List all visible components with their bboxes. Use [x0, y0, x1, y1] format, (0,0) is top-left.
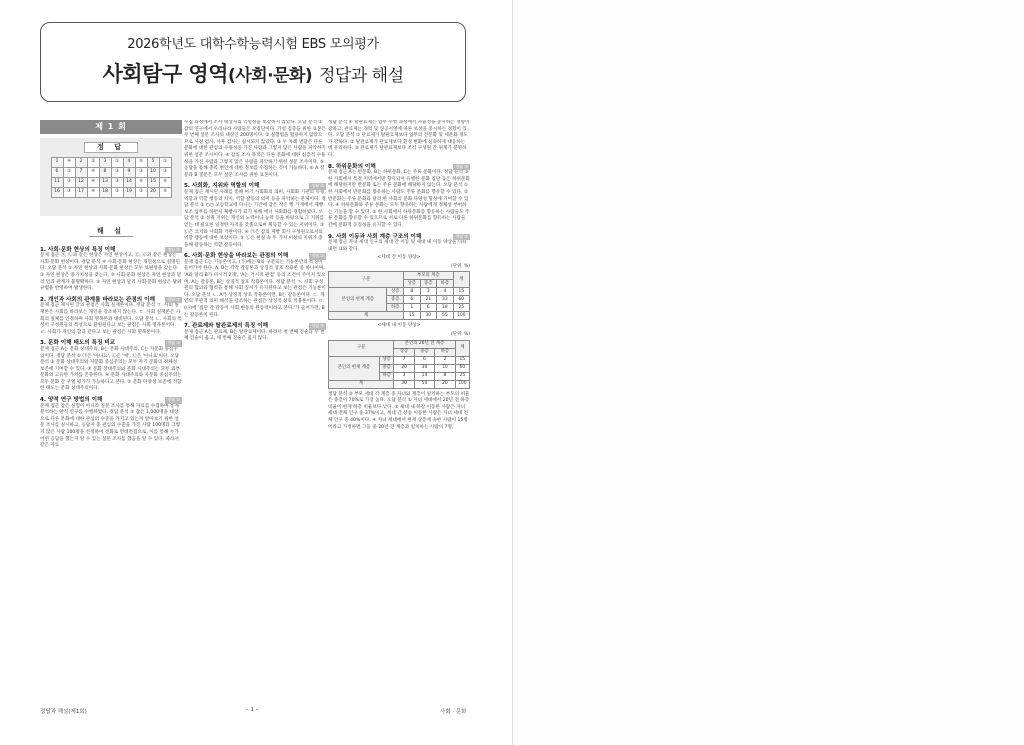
- table2-cell: 2: [435, 356, 456, 364]
- table1-row: [329, 288, 470, 296]
- q8-tag: 정답 ③: [455, 163, 468, 169]
- answer-choice: ②: [63, 177, 75, 187]
- answer-number: 15: [147, 177, 159, 187]
- exam-title: 2026학년도 대학수학능력시험 EBS 모의평가: [127, 37, 379, 52]
- answer-row: [51, 157, 171, 167]
- answer-choice: ③: [159, 167, 171, 177]
- table1-cell: 33: [437, 296, 454, 304]
- table2-row-label: 중층: [379, 364, 393, 372]
- table2-cell: 10: [435, 364, 456, 372]
- answer-number: 18: [99, 187, 111, 197]
- q9-text: 문제 접근 자녀 세대 인구의 세대 간 이동 및 세대 내 이동 양상을 나타내면 표와 같다.: [328, 240, 467, 252]
- answer-choice: ④: [87, 167, 99, 177]
- answer-choice: ⑤: [135, 157, 147, 167]
- q6-title: 6. 사회·문화 현상을 바라보는 관점의 이해 정답 ①: [184, 253, 324, 260]
- table1-col-header: 상층: [403, 280, 420, 288]
- table2-cell: 6: [414, 356, 434, 364]
- answer-row: [51, 167, 171, 177]
- table2-cell: 8: [435, 372, 456, 380]
- table2-col-header: 상층: [394, 348, 414, 356]
- explanation-title: 해 설: [89, 228, 133, 237]
- subject-main: 사회탐구 영역: [102, 62, 228, 86]
- answer-row: [51, 177, 171, 187]
- table1-col-header: 중층: [420, 280, 437, 288]
- q1-text: 문제 접근 ㉠, ㉡과 같은 현상은 자연 현상이고, ㉢, ㉣과 같은 현상은 사회·문화 현상이다. 정답 분석 ④ 사회·문화 현상은 개연성으로 설명된다. 오답 분석 ① 자연 현상과 사회·문화 현상은 모두 보편성을 갖는다. ② 자연 현상은 몰가치성을 갖는다. ③ 사회·문화 현상은 자연 현상과 달리 인과 관계가 불명확하다. ⑤ 자연 현상과 달리 사회·문화 현상은 당위 규범을 반영하여 발생한다.: [40, 253, 182, 292]
- q9-title: 9. 사회 이동과 사회 계층 구조의 이해 정답 ③: [328, 233, 468, 240]
- q8-text: 문제 접근 A는 반문화, B는 하위문화, C는 주류 문화이다. 정답 분석 ③ 한 사회에서 특정 지역에서만 향유되어 유행한 문화 집단 등은 하위문화에 해당하지만 반문화 또는 주류 문화에 해당하지 않는다. 오답 분석 ① 한 사회에서 반문화를 향유하는 사람도 주류 문화를 향유할 수 있다. ② 반문화는 주류 문화와 달리 한 사회의 문화 다양성 형성에 기여할 수 있다. ④ 하위문화와 주류 문화는 모두 향유하는 사람에게 정체성 부여하는 기능을 할 수 있다. ⑤ 한 사회에서 하위문화를 향유하는 사람들도 주류 문화를 향유할 수 있으므로 서로 다른 하위문화를 향유하는 사람들 간에 문화적 동질성을 유지할 수 있다.: [328, 170, 470, 228]
- answer-choice: ⑤: [135, 177, 147, 187]
- q1-tag: 정답 ④: [167, 246, 180, 252]
- answer-choice: ③: [135, 167, 147, 177]
- column-1: [40, 120, 182, 700]
- table1-total-header: 계: [453, 272, 469, 288]
- table1-top-header: 부모의 계층: [403, 272, 453, 280]
- q2-tag: 정답 ②: [167, 296, 180, 302]
- answer-number: 12: [75, 177, 87, 187]
- right-blank-page: [512, 0, 1024, 745]
- table2-corner: 구분: [329, 340, 394, 356]
- q4-title: 4. 양적 연구 방법의 이해 정답 ⑤: [40, 397, 180, 404]
- round-label: 제 1 회: [40, 120, 182, 134]
- answer-number: 11: [51, 177, 63, 187]
- q7-continued-text: 정답 분석 ④ 탈관료제는 업무 수행 과정에서 자율성을 중시하는 경향이 강하고, 관료제는 경력 및 연공서열에 따른 보상을 중시하는 경향이 있다. 오답 분석 ① 관료제가 탈관료제보다 업무의 전문화 및 세분화 정도가 강하다. ② 탈관료제가 관료제보다 환경 변화에 신속하게 대응하는 데 유리하다. ③ 관료제가 탈관료제보다 조직 구성원 간 위계가 분명하다.: [328, 120, 470, 158]
- table2-cell: 7: [394, 356, 414, 364]
- answer-choice: ⑤: [159, 187, 171, 197]
- q3-tag: 정답 ①: [167, 340, 180, 346]
- table2-unit: (단위: %): [451, 332, 470, 338]
- answer-grid: [51, 157, 172, 198]
- answer-choice: ①: [159, 157, 171, 167]
- table2-cell: 3: [394, 372, 414, 380]
- table2-cell: 100: [455, 380, 469, 388]
- answer-number: 16: [51, 187, 63, 197]
- answer-choice: ③: [63, 187, 75, 197]
- answer-number: 7: [75, 167, 87, 177]
- answer-choice: ④: [87, 177, 99, 187]
- table1-corner: 구분: [329, 272, 404, 288]
- answer-choice: ③: [111, 177, 123, 187]
- table2-col-header: 중층: [414, 348, 434, 356]
- table1-cell: 4: [437, 288, 454, 296]
- table1-cell: 15: [453, 288, 469, 296]
- table2-row: [329, 356, 470, 364]
- answer-number: 2: [75, 157, 87, 167]
- subject-sub: 정답과 해설: [319, 66, 404, 86]
- footer-left: 정답과 해설(제1회): [40, 709, 87, 715]
- answer-number: 20: [147, 187, 159, 197]
- q5-tag: 정답 ①: [311, 183, 324, 189]
- table-intergenerational-mobility: [328, 271, 470, 320]
- answer-choice: ②: [87, 157, 99, 167]
- table1-cell: 30: [420, 312, 437, 320]
- answer-number: 8: [99, 167, 111, 177]
- q8-title: 8. 하위문화의 이해 정답 ③: [328, 163, 468, 170]
- q2-text: 문제 접근 제시된 글의 관점은 사회 실재론이다. 정답 분석 ㄱ. 사회 실재론은 사회를 바라보는 개인을 강조하지 않는다. ㄷ. 사회 실재론은 사회의 실체를 인정하며 사회 명목론과 대비된다. 오답 분석 ㄴ. 사회의 특성이 구성원들의 특성으로 환원된다고 보는 관점은 사회 명목론이다. ㄹ. 사회가 개인의 합과 같다고 보는 관점은 사회 명목론이다.: [40, 303, 182, 335]
- answer-number: 10: [147, 167, 159, 177]
- table1-cell: 3: [420, 288, 437, 296]
- q9-answer-text: 정답 분석 ③ 부모 세대 각 계층 중 자녀와 계층이 일치하는 부모의 비율은 중층이 70%로 가장 높다. 오답 분석 ① 자녀 세대에서 20년 전 하층 비율이 현재 하층 비율보다 낮다. ② 세대 내 하강 이동한 사람은 자녀 세대 전체 인구 중 37%이고, 세대 간 상승 이동한 사람은 자녀 세대 전체 인구 중 40%이다. ④ 자녀 세대에서 현재 상층에 속한 사람이 15명이라고 가정하면 그들 중 20년 전 계층과 일치하는 사람이 7명,: [328, 391, 470, 430]
- table2-row-label: 상층: [379, 356, 393, 364]
- table2-cell: 20: [394, 364, 414, 372]
- table2-cell: 20: [435, 380, 456, 388]
- table1-row-label: 하층: [387, 304, 404, 312]
- table1-row-label: 계: [329, 312, 404, 320]
- answer-box: [40, 138, 182, 216]
- table2-cell: 50: [414, 380, 434, 388]
- answer-choice: ⑤: [159, 177, 171, 187]
- answer-number: 3: [99, 157, 111, 167]
- table2-col-header: 하층: [435, 348, 456, 356]
- answer-number: 6: [51, 167, 63, 177]
- answer-choice: ③: [111, 167, 123, 177]
- footer-page-number: – 1 –: [246, 707, 259, 713]
- table1-cell: 15: [403, 312, 420, 320]
- q3-title: 3. 문화 이해 태도의 특징 비교 정답 ①: [40, 340, 180, 347]
- q5-text: 문제 접근 제시된 사례를 통해 여기 사회화의 의미, 사회화 기관의 유형, 역할과 역할 행동의 차이, 역할 갈등의 의미 등을 파악하는 문제이다. 정답 분석 ① ○○ 고등학교에 다니는 기간에 갑은 작은 빵 가게에서 제빵 보조 업무를 하면서 제빵사가 되기 위해 에너 사회화를 경험하였다. 오답 분석 ② 성취 지위는 개인의 노력이나 능력 등을 바탕으로 그 지위를 얻는 데 필요한 일정한 자격을 갖춤으로써 획득할 수 있는 지위이다. ③ ㉢은 코치와 사회화 기관이다. ④ ㉠은 갑의 제빵 회사 구성원으로서의 역할 행동에 대한 보상이다. ⑤ ㉡은 현실 속 두 가지 이상의 지위가 충돌해 갈등하는 역할 갈등이다.: [184, 189, 326, 248]
- table1-unit: (단위: %): [451, 263, 470, 269]
- answer-title: 정 답: [84, 142, 138, 153]
- answer-choice: ④: [87, 187, 99, 197]
- answer-choice: ②: [111, 187, 123, 197]
- answer-choice: ①: [111, 157, 123, 167]
- q5-title: 5. 사회화, 지위와 역할의 이해 정답 ①: [184, 183, 324, 190]
- table2-cell: 30: [394, 380, 414, 388]
- table2-cell: 60: [455, 364, 469, 372]
- table2-cell: 30: [414, 364, 434, 372]
- table1-caption: <세대 간 이동 양상>: [377, 255, 421, 261]
- table1-row-group-header: 본인의 현재 계층: [329, 288, 387, 312]
- answer-row: [51, 187, 171, 197]
- table1-row-label: 중층: [387, 296, 404, 304]
- subject-title: [41, 58, 465, 88]
- q6-tag: 정답 ①: [311, 253, 324, 259]
- answer-number: 17: [75, 187, 87, 197]
- column-2: [184, 120, 326, 700]
- answer-choice: ④: [63, 157, 75, 167]
- table1-cell: 6: [403, 296, 420, 304]
- answer-choice: ②: [135, 187, 147, 197]
- q2-title: 2. 개인과 사회의 관계를 바라보는 관점의 이해 정답 ②: [40, 296, 180, 303]
- answer-number: 14: [123, 177, 135, 187]
- q4-text: 문제 접근 갑은 실험이 아니라 질문 조사를 통해 자료를 수집하여 통계 분석하는 양적 연구를 수행하였다. 정답 분석 ⑤ 갑은 1,000명을 대상으로 다른 문화에 대한 관심의 수준을 가지고 있는지 알아보기 위한 설문 조사를 실시하고, 응답자 중 관심의 수준을 가진 사람 100명과 그렇지 않은 사람 100명을 선정하여 전화로 면대면접으로, 이를 통해 누가 어떤 응답을 했는지 알 수 있는 설문 조사를 했음을 알 수 있다. 따라서 같은 자료: [40, 403, 181, 449]
- q1-title: 1. 사회·문화 현상의 특징 이해 정답 ④: [40, 246, 180, 253]
- q7-title: 7. 관료제와 탈관료제의 특징 이해 정답 ④: [184, 323, 324, 330]
- answer-number: 4: [123, 157, 135, 167]
- table2-cell: 25: [455, 372, 469, 380]
- table1-cell: 1: [403, 304, 420, 312]
- table-intragenerational-mobility: [328, 340, 470, 389]
- table2-row-group-header: 본인의 현재 계층: [329, 356, 380, 380]
- table2-top-header: 본인의 20년 전 계층: [394, 340, 455, 348]
- answer-number: 19: [123, 187, 135, 197]
- table1-cell: 8: [403, 288, 420, 296]
- table1-cell: 21: [420, 296, 437, 304]
- q3-text: 문제 접근 A는 문화 상대주의, B는 문화 사대주의, C는 자문화 중심주의이다. 정답 분석 ① ㉠은 '아니요', ㉡은 '예', ㉢은 '아니요'이다. 오답 분석 ② 문화 상대주의와 자문화 중심주의는 모두 자기 문화의 정체성 보존에 기여할 수 있다. ③ 문화 상대주의와 문화 사대주의는 모두 외부 문화의 고유한 가치를 존중한다. ④ 문화 사대주의와 자문화 중심주의는 모두 문화 간 우열 평가가 가능하다고 본다. ⑤ 문화 다양성 보존에 적합한 태도는 문화 상대주의이다.: [40, 346, 182, 392]
- q4-tag: 정답 ⑤: [167, 397, 180, 403]
- q6-text: 문제 접근 C는 기능론이고, (가)에는 B와 구분되는 기능론만의 특징이 들어가야 한다. A, B는 각각 갈등론과 상징적 상호 작용론 중 하나이며, 'A와 달리 B가 미시적 2개', 'A는 거시적 관점' 등의 조건이 주어져 있으며, A는 갈등론, B는 상징적 상호 작용론이다. 정답 분석 ㄱ. 사회 구성원의 합의와 협력을 통해 사회 질서가 유지된다고 보는 관점은 기능론이다. 오답 분석 ㄴ. A가 상징적 상호 작용론이면, B는 갈등론이다. ㄷ. 개인의 주관적 의미 해석을 강조하는 관점은 상징적 상호 작용론이다. ㄹ. (나)에 '집단 간 갈등이 사회 변동의 원동력이라고 본다.'가 들어가면, B는 갈등론이 된다.: [184, 259, 326, 318]
- answer-choice: ①: [63, 167, 75, 177]
- table2-cell: 14: [414, 372, 434, 380]
- q9-tag: 정답 ③: [455, 233, 468, 239]
- answer-number: 1: [51, 157, 63, 167]
- table2-caption: <세대 내 이동 양상>: [377, 323, 421, 329]
- table1-cell: 18: [437, 304, 454, 312]
- title-box: [40, 22, 466, 102]
- answer-number: 13: [99, 177, 111, 187]
- q7-tag: 정답 ④: [311, 323, 324, 329]
- q7-text: 문제 접근 A는 관료제, B는 탈관료제이다. 따라서 첫 번째 진술과 두 번째 진술이 옳고, 세 번째 진술은 옳지 않다.: [184, 329, 325, 342]
- table2-total-header: 계: [455, 340, 469, 356]
- table2-cell: 15: [455, 356, 469, 364]
- table1-row: [329, 312, 470, 320]
- table2-row: [329, 380, 470, 388]
- answer-number: 5: [147, 157, 159, 167]
- q4-continued-text: 수집 과정에서 조사 대상자의 익명성을 보장하지 않았다. 오답 분석 ① 갑의 연구에서 우리나라 사람들은 모집단이다. 가설 검증을 위한 표본은 두 번째 설문 조사의 대상인 200명이다. ② 실험법을 활용하지 않았으므로 사전 검사, 사후 검사는 실시되지 않았다. ③ 두 차례 면담은 다른 문화에 대한 관심의 수용성을 가진 사람과 그렇지 않은 사람을 파악하기 위한 설문 조사이다. ④ 갑의 조사 목적은 다른 문화에 대한 심층적 수용성을 가진 사람과 그렇지 않은 사람을 파악하기 위한 설문 조사이다. ⑤ 응답을 통해 충족 변인에 대한 정보를 수집하는 것이 가능하다. ⑥ A 질문과 B 질문은 모두 설문 조사를 위한 표본이다.: [184, 120, 326, 178]
- answer-number: 9: [123, 167, 135, 177]
- table2-row-label: 계: [329, 380, 394, 388]
- table1-cell: 6: [420, 304, 437, 312]
- table1-cell: 60: [453, 296, 469, 304]
- table1-row-label: 상층: [387, 288, 404, 296]
- subject-paren: (사회·문화): [228, 66, 313, 86]
- table1-cell: 25: [453, 304, 469, 312]
- column-3: [328, 120, 470, 700]
- footer-subject: 사회 · 문화: [440, 709, 467, 715]
- table1-cell: 55: [437, 312, 454, 320]
- table1-cell: 100: [453, 312, 469, 320]
- table2-row-label: 하층: [379, 372, 393, 380]
- table1-col-header: 하층: [437, 280, 454, 288]
